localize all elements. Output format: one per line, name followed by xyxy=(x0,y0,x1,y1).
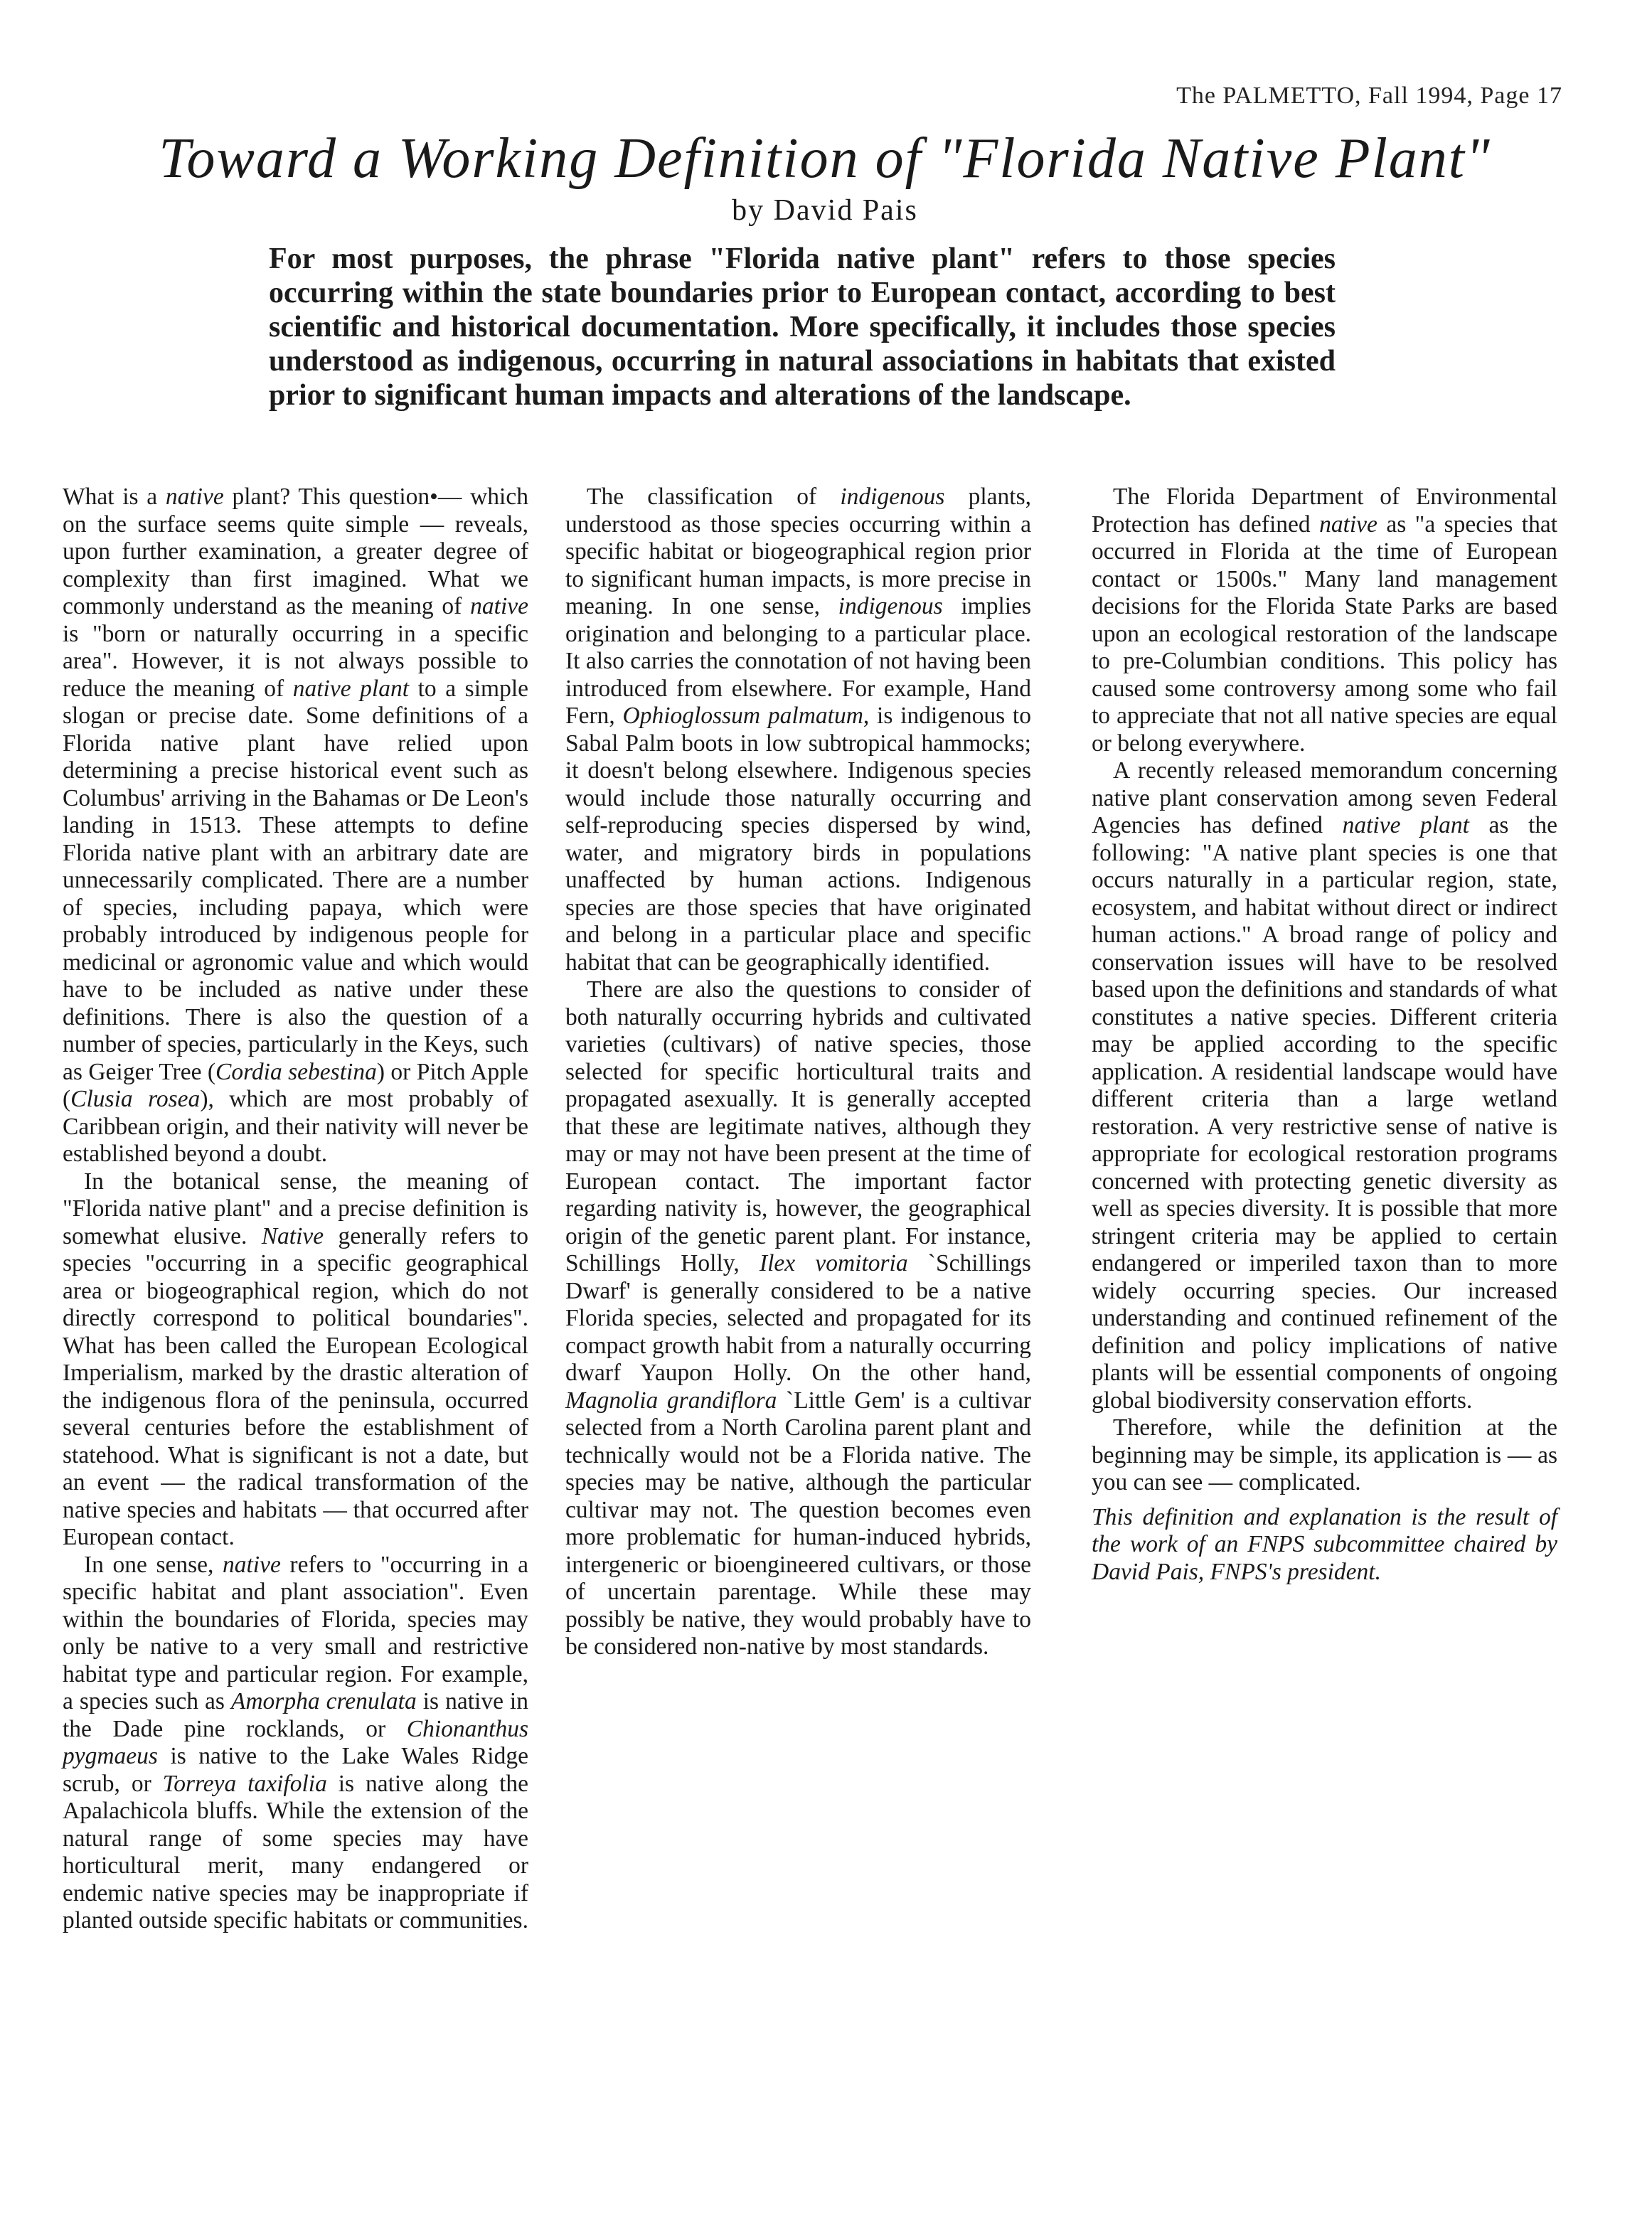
paragraph-8: Therefore, while the definition at the beginning may be simple, its application is — as you can see — complicated. xyxy=(1092,1414,1557,1495)
running-head: The PALMETTO, Fall 1994, Page 17 xyxy=(1176,82,1562,109)
paragraph-7: A recently released memorandum concerning native plant conservation among seven Federal Agencies has defined native plant as the following: "A native plant species is one that occurs naturally in a particular region, state, ecosystem, and habitat without direct or indirect human actions." A broad range of policy and conservation issues will have to be resolved based upon the definitions and standards of what constitutes a native species. Different criteria may be applied according to the specific application. A residential landscape would have different criteria than a large wetland restoration. A very restrictive sense of native is appropriate for ecological restoration programs concerned with protecting genetic diversity as well as species diversity. It is possible that more stringent criteria may be applied to certain endangered or imperiled taxon than to more widely occurring species. Our increased understanding and continued refinement of the definition and policy implications of native plants will be essential components of ongoing global biodiversity conservation efforts. xyxy=(1092,757,1557,1414)
paragraph-1: What is a native plant? This question•— which on the surface seems quite simple — reveals, upon further examination, a greater degree of complexity than first imagined. What we commonly understand as the meaning of native is "born or naturally occurring in a specific area". However, it is not always possible to reduce the meaning of native plant to a simple slogan or precise date. Some definitions of a Florida native plant have relied upon determining a precise historical event such as Columbus' arriving in the Bahamas or De Leon's landing in 1513. These attempts to define Florida native plant with an arbitrary date are unnecessarily complicated. There are a number of species, including papaya, which were probably introduced by indigenous people for medicinal or agronomic value and which would have to be included as native under these definitions. There is also the question of a number of species, particularly in the Keys, such as Geiger Tree (Cordia sebestina) or Pitch Apple (Clusia rosea), which are most probably of Caribbean origin, and their nativity will never be established beyond a doubt. xyxy=(63,484,529,1167)
column-1 xyxy=(63,484,528,1935)
author-credit: This definition and explanation is the result of the work of an FNPS subcommittee chaired by David Pais, FNPS's president. xyxy=(1092,1503,1557,1585)
intro-paragraph: For most purposes, the phrase "Florida native plant" refers to those species occurring within the state boundaries prior to European contact, according to best scientific and historical documentation. More specifically, it includes those species understood as indigenous, occurring in natural associations in habitats that existed prior to significant human impacts and alterations of the landscape. xyxy=(269,242,1336,412)
paragraph-4: The classification of indigenous plants, understood as those species occurring within a specific habitat or biogeographical region prior to significant human impacts, is more precise in meaning. In one sense, indigenous implies origination and belonging to a particular place. It also carries the connotation of not having been introduced from elsewhere. For example, Hand Fern, Ophioglossum palmatum, is indigenous to Sabal Palm boots in low subtropical hammocks; it doesn't belong elsewhere. Indigenous species would include those naturally occurring and self-reproducing species dispersed by wind, water, and migratory birds in populations unaffected by human actions. Indigenous species are those species that have originated and belong in a particular place and specific habitat that can be geographically identified. xyxy=(565,484,1031,976)
paragraph-2: In the botanical sense, the meaning of "Florida native plant" and a precise definition is somewhat elusive. Native generally refers to species "occurring in a specific geographical area or biogeographical region, which do not directly correspond to political boundaries". What has been called the European Ecological Imperialism, marked by the drastic alteration of the indigenous flora of the peninsula, occurred several centuries before the establishment of statehood. What is significant is not a date, but an event — the radical transformation of the native species and habitats — that occurred after European contact. xyxy=(63,1168,528,1550)
column-3 xyxy=(1092,484,1557,1586)
paragraph-6: The Florida Department of Environmental Protection has defined native as "a species that occurred in Florida at the time of European contact or 1500s." Many land management decisions for the Florida State Parks are based upon an ecological restoration of the landscape to pre-Columbian conditions. This policy has caused some controversy among some who fail to appreciate that not all native species are equal or belong everywhere. xyxy=(1092,484,1558,757)
byline: by David Pais xyxy=(732,194,918,227)
column-2 xyxy=(565,484,1031,1661)
article-title: Toward a Working Definition of "Florida Native Plant" xyxy=(159,127,1491,190)
paragraph-5: There are also the questions to consider of both naturally occurring hybrids and cultivated varieties (cultivars) of native species, those selected for specific horticultural traits and propagated asexually. It is generally accepted that these are legitimate natives, although they may or may not have been present at the time of European contact. The important factor regarding nativity is, however, the geographical origin of the genetic parent plant. For instance, Schillings Holly, Ilex vomitoria `Schillings Dwarf' is generally considered to be a native Florida species, selected and propagated for its compact growth habit from a naturally occurring dwarf Yaupon Holly. On the other hand, Magnolia grandiflora `Little Gem' is a cultivar selected from a North Carolina parent plant and technically would not be a Florida native. The species may be native, although the particular cultivar may not. The question becomes even more problematic for human-induced hybrids, intergeneric or bioengineered cultivars, or those of uncertain parentage. While these may possibly be native, they would probably have to be considered non-native by most standards. xyxy=(565,976,1031,1660)
paragraph-3: In one sense, native refers to "occurring in a specific habitat and plant association". Even within the boundaries of Florida, species may only be native to a very small and restrictive habitat type and particular region. For example, a species such as Amorpha crenulata is native in the Dade pine rocklands, or Chionanthus pygmaeus is native to the Lake Wales Ridge scrub, or Torreya taxifolia is native along the Apalachicola bluffs. While the extension of the natural range of some species may have horticultural merit, many endangered or endemic native species may be inappropriate if planted outside specific habitats or communities. xyxy=(63,1551,529,1933)
